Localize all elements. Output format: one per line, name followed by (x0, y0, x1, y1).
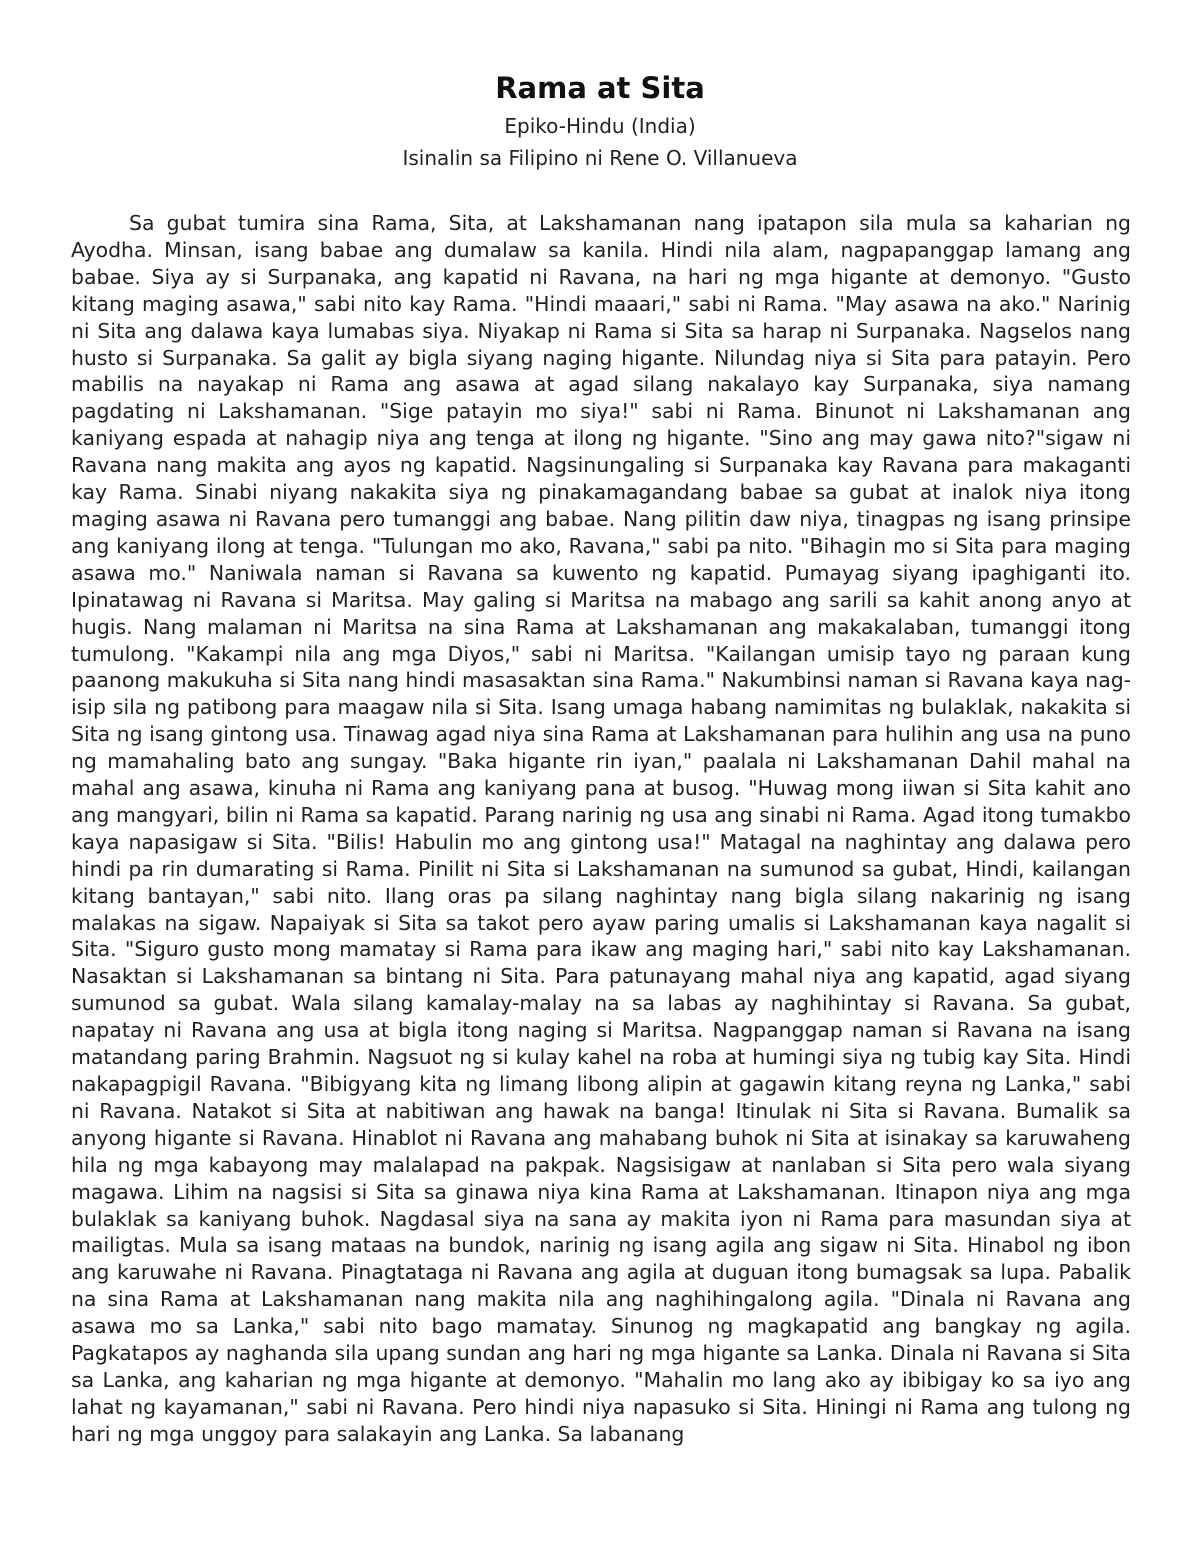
page-subtitle: Epiko-Hindu (India) (504, 114, 696, 138)
story-paragraph: Sa gubat tumira sina Rama, Sita, at Lakshamanan nang ipatapon sila mula sa kaharian ng Ayodha. Minsan, isang babae ang dumalaw sa kanila. Hindi nila alam, nagpapanggap lamang ang babae. Siya ay si Surpanaka, ang kapatid ni Ravana, na hari ng mga higante at demonyo. "Gusto kitang maging asawa," sabi nito kay Rama. "Hindi maaari," sabi ni Rama. "May asawa na ako." Narinig ni Sita ang dalawa kaya lumabas siya. Niyakap ni Rama si Sita sa harap ni Surpanaka. Nagselos nang husto si Surpanaka. Sa galit ay bigla siyang naging higante. Nilundag niya si Sita para patayin. Pero mabilis na nayakap ni Rama ang asawa at agad silang nakalayo kay Surpanaka, siya namang pagdating ni Lakshamanan. "Sige patayin mo siya!" sabi ni Rama. Binunot ni Lakshamanan ang kaniyang espada at nahagip niya ang tenga at ilong ng higante. "Sino ang may gawa nito?"sigaw ni Ravana nang makita ang ayos ng kapatid. Nagsinungaling si Surpanaka kay Ravana para makaganti kay Rama. Sinabi niyang nakakita siya ng pinakamagandang babae sa gubat at inalok niya itong maging asawa ni Ravana pero tumanggi ang babae. Nang pilitin daw niya, tinagpas ng isang prinsipe ang kaniyang ilong at tenga. "Tulungan mo ako, Ravana," sabi pa nito. "Bihagin mo si Sita para maging asawa mo." Naniwala naman si Ravana sa kuwento ng kapatid. Pumayag siyang ipaghiganti ito. Ipinatawag ni Ravana si Maritsa. May galing si Maritsa na mabago ang sarili sa kahit anong anyo at hugis. Nang malaman ni Maritsa na sina Rama at Lakshamanan ang makakalaban, tumanggi itong tumulong. "Kakampi nila ang mga Diyos," sabi ni Maritsa. "Kailangan umisip tayo ng paraan kung paanong makukuha si Sita nang hindi masasaktan sina Rama." Nakumbinsi naman si Ravana kaya nag-isip sila ng patibong para maagaw nila si Sita. Isang umaga habang namimitas ng bulaklak, nakakita si Sita ng isang gintong usa. Tinawag agad niya sina Rama at Lakshamanan para hulihin ang usa na puno ng mamahaling bato ang sungay. "Baka higante rin iyan," paalala ni Lakshamanan Dahil mahal na mahal ang asawa, kinuha ni Rama ang kaniyang pana at busog. "Huwag mong iiwan si Sita kahit ano ang mangyari, bilin ni Rama sa kapatid. Parang narinig ng usa ang sinabi ni Rama. Agad itong tumakbo kaya napasigaw si Sita. "Bilis! Habulin mo ang gintong usa!" Matagal na naghintay ang dalawa pero hindi pa rin dumarating si Rama. Pinilit ni Sita si Lakshamanan na sumunod sa gubat, Hindi, kailangan kitang bantayan," sabi nito. Ilang oras pa silang naghintay nang bigla silang nakarinig ng isang malakas na sigaw. Napaiyak si Sita sa takot pero ayaw paring umalis si Lakshamanan kaya nagalit si Sita. "Siguro gusto mong mamatay si Rama para ikaw ang maging hari," sabi nito kay Lakshamanan. Nasaktan si Lakshamanan sa bintang ni Sita. Para patunayang mahal niya ang kapatid, agad siyang sumunod sa gubat. Wala silang kamalay-malay na sa labas ay naghihintay si Ravana. Sa gubat, napatay ni Ravana ang usa at bigla itong naging si Maritsa. Nagpanggap naman si Ravana na isang matandang paring Brahmin. Nagsuot ng si kulay kahel na roba at humingi siya ng tubig kay Sita. Hindi nakapagpigil Ravana. "Bibigyang kita ng limang libong alipin at gagawin kitang reyna ng Lanka," sabi ni Ravana. Natakot si Sita at nabitiwan ang hawak na banga! Itinulak ni Sita si Ravana. Bumalik sa anyong higante si Ravana. Hinablot ni Ravana ang mahabang buhok ni Sita at isinakay sa karuwaheng hila ng mga kabayong may malalapad na pakpak. Nagsisigaw at nanlaban si Sita pero wala siyang magawa. Lihim na nagsisi si Sita sa ginawa niya kina Rama at Lakshamanan. Itinapon niya ang mga bulaklak sa kaniyang buhok. Nagdasal siya na sana ay makita iyon ni Rama para masundan siya at mailigtas. Mula sa isang mataas na bundok, narinig ng isang agila ang sigaw ni Sita. Hinabol ng ibon ang karuwahe ni Ravana. Pinagtataga ni Ravana ang agila at duguan itong bumagsak sa lupa. Pabalik na sina Rama at Lakshamanan nang makita nila ang naghihingalong agila. "Dinala ni Ravana ang asawa mo sa Lanka," sabi nito bago mamatay. Sinunog ng magkapatid ang bangkay ng agila. Pagkatapos ay naghanda sila upang sundan ang hari ng mga higante sa Lanka. Dinala ni Ravana si Sita sa Lanka, ang kaharian ng mga higante at demonyo. "Mahalin mo lang ako ay ibibigay ko sa iyo ang lahat ng kayamanan," sabi ni Ravana. Pero hindi niya napasuko si Sita. Hiningi ni Rama ang tulong ng hari ng mga unggoy para salakayin ang Lanka. Sa labanang (71, 211, 1131, 1446)
page-title: Rama at Sita (495, 71, 705, 105)
translator-credit: Isinalin sa Filipino ni Rene O. Villanueva (402, 146, 798, 170)
